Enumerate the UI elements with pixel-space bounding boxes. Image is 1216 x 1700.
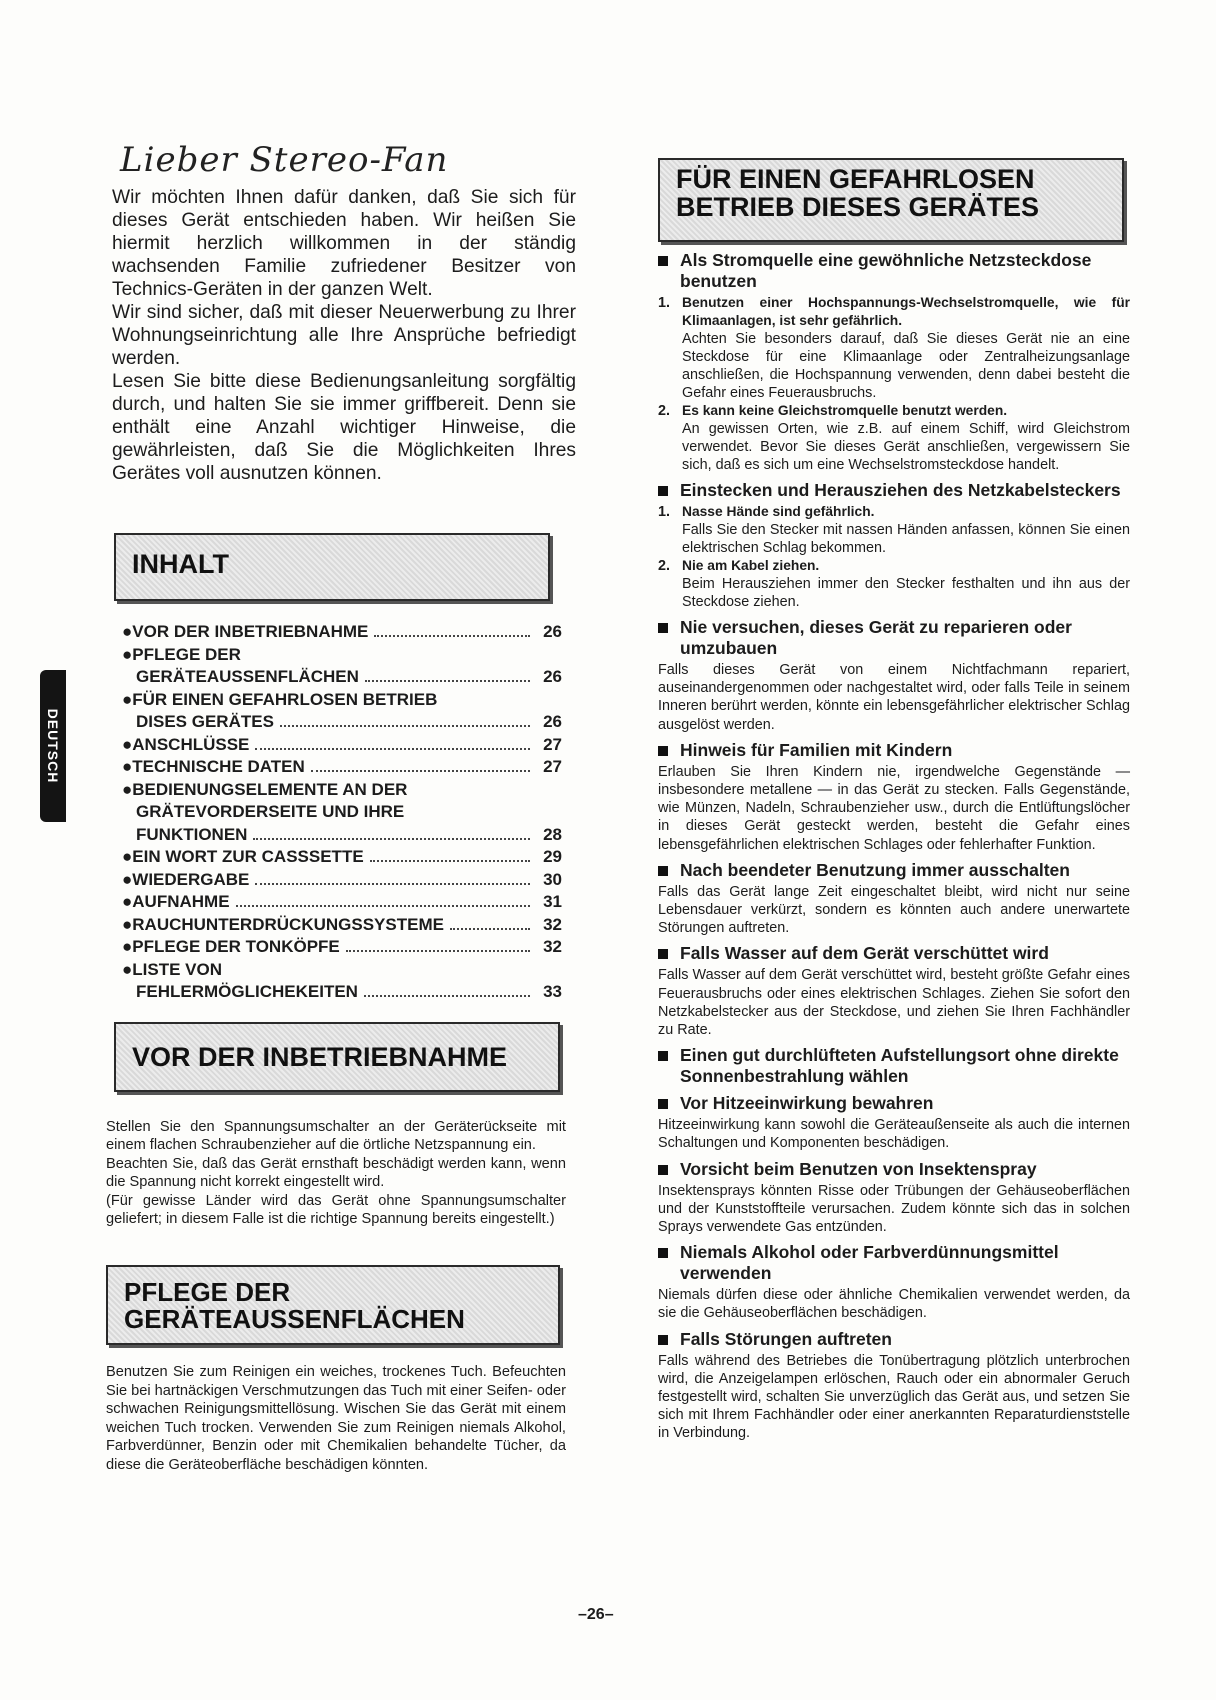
numbered-item: 1. Nasse Hände sind gefährlich. Falls Sie den Stecker mit nassen Händen anfassen, können Sie einen elektrischen Schlag bekommen.: [658, 504, 1130, 556]
inhalt-heading-box: [114, 533, 550, 601]
section-heading: Niemals Alkohol oder Farbverdünnungsmittel verwenden: [658, 1242, 1130, 1284]
toc-entry-text: ●AUFNAHME: [122, 892, 230, 911]
toc-entry-text: ●ANSCHLÜSSE: [122, 734, 250, 754]
toc-entry-text: ●PFLEGE DER: [122, 644, 241, 664]
toc-item[interactable]: [122, 621, 562, 644]
toc-page-number: 28: [543, 824, 562, 844]
section-heading: Vorsicht beim Benutzen von Insektenspray: [658, 1159, 1130, 1180]
bullet-square-icon: [658, 1329, 680, 1350]
section-heading: Nach beendeter Benutzung immer ausschalten: [658, 860, 1130, 881]
toc-page-number: 33: [543, 982, 562, 1001]
section-text: Falls dieses Gerät von einem Nichtfachmann repariert, auseinandergenommen oder nachgestaltet wird, oder falls Teile in seinem Inneren berührt werden, könnte ein lebensgefährlicher elektrischer Schlag ausgelöst werden.: [658, 662, 1130, 733]
toc-entry-text: ●TECHNISCHE DATEN: [122, 757, 305, 776]
section-text: Niemals dürfen diese oder ähnliche Chemikalien verwendet werden, da sie die Gehäuseoberflächen beschädigen.: [658, 1287, 1130, 1322]
pflege-text: Benutzen Sie zum Reinigen ein weiches, trockenes Tuch. Befeuchten Sie bei hartnäckigen Verschmutzungen das Tuch mit einer Seifen- oder schwachen Reinigungsmittellösung. Wischen Sie das Gerät mit einem weichen Tuch trocken. Verwenden Sie zum Reinigen niemals Alkohol, Farbverdünner, Benzin oder mit Chemikalien behandelte Tücher, da diese die Geräteoberfläche beschädigen könnten.: [106, 1364, 566, 1474]
toc-item[interactable]: [122, 869, 562, 892]
section-heading: Falls Wasser auf dem Gerät verschüttet wird: [658, 943, 1130, 964]
pflege-heading-box: [106, 1265, 560, 1345]
toc-entry-text: ●EIN WORT ZUR CASSSETTE: [122, 847, 364, 866]
intro-paragraph: Lesen Sie bitte diese Bedienungsanleitung sorgfältig durch, und halten Sie sie immer griffbereit. Denn sie enthält eine Anzahl wichtiger Hinweise, die gewährleisten, daß Sie die Möglichkeiten Ihres Gerätes voll ausnutzen können.: [112, 371, 576, 484]
paragraph: Stellen Sie den Spannungsumschalter an der Geräterückseite mit einem flachen Schraubenzieher auf die örtliche Netzspannung ein.: [106, 1118, 566, 1154]
toc-entry-text: ●WIEDERGABE: [122, 869, 250, 889]
bullet-square-icon: [658, 1045, 680, 1087]
toc-item[interactable]: [122, 914, 562, 937]
bullet-square-icon: [658, 480, 680, 501]
toc-page-number: 31: [543, 892, 562, 911]
numbered-item: 2. Nie am Kabel ziehen. Beim Herausziehen immer den Stecker festhalten und ihn aus der Steckdose ziehen.: [658, 558, 1130, 610]
intro-text: [112, 186, 576, 485]
section-text: Falls das Gerät lange Zeit eingeschaltet bleibt, wird nicht nur seine Lebensdauer verkürzt, sondern es könnten auch andere unerwartete Störungen auftreten.: [658, 883, 1130, 937]
toc-entry-text: ●LISTE VON: [122, 959, 222, 979]
toc-entry-text: ●BEDIENUNGSELEMENTE AN DER: [122, 779, 408, 799]
toc-item[interactable]: [122, 936, 562, 959]
pflege-title-line: GERÄTEAUSSENFLÄCHEN: [124, 1303, 465, 1334]
toc-entry-text: DISES GERÄTES: [136, 712, 274, 731]
sicherheit-title-line: BETRIEB DIESES GERÄTES: [676, 191, 1040, 222]
toc-page-number: 32: [543, 914, 562, 934]
toc-entry-text: ●RAUCHUNTERDRÜCKUNGSSYSTEME: [122, 914, 444, 934]
vor-inbetriebnahme-heading-box: [114, 1022, 560, 1092]
toc-page-number: 29: [543, 847, 562, 866]
toc-item[interactable]: [122, 756, 562, 779]
bullet-square-icon: [658, 943, 680, 964]
right-column: [658, 158, 1130, 1445]
toc-page-number: 32: [543, 937, 562, 956]
toc-item[interactable]: [122, 959, 562, 1004]
intro-paragraph: Wir sind sicher, daß mit dieser Neuerwerbung zu Ihrer Wohnungseinrichtung alle Ihre Ansprüche befriedigt werden.: [112, 302, 576, 369]
section-heading: Als Stromquelle eine gewöhnliche Netzsteckdose benutzen: [658, 250, 1130, 292]
bullet-square-icon: [658, 250, 680, 292]
section-text: Erlauben Sie Ihren Kindern nie, irgendwelche Gegenstände — insbesondere metallene — in das Gerät zu stecken. Falls Gegenstände, wie Münzen, Nadeln, Schraubenzieher usw., durch die Entlüftungslöcher in dieses Gerät gesteckt werden, besteht die Gefahr eines lebensgefährlichen elektrischen Schlages oder fehlerhafter Funktion.: [658, 763, 1130, 853]
left-column: [106, 140, 576, 1475]
paragraph: (Für gewisse Länder wird das Gerät ohne Spannungsumschalter geliefert; in diesem Falle ist die richtige Spannung bereits eingestellt.): [106, 1192, 566, 1228]
section-text: Falls Wasser auf dem Gerät verschüttet wird, besteht größte Gefahr eines Feuerausbruchs oder eines elektrischen Schlages. Ziehen Sie sofort den Netzkabelstecker aus der Steckdose, und ziehen Sie Ihren Fachhändler zu Rate.: [658, 967, 1130, 1039]
toc-entry-text: ●FÜR EINEN GEFAHRLOSEN BETRIEB: [122, 689, 438, 709]
toc-item[interactable]: [122, 891, 562, 914]
pflege-title-line: PFLEGE DER: [124, 1277, 291, 1308]
toc-entry-text: GERÄTEAUSSENFLÄCHEN: [136, 667, 359, 686]
bullet-square-icon: [658, 617, 680, 659]
bullet-square-icon: [658, 1159, 680, 1180]
bullet-square-icon: [658, 740, 680, 761]
toc-page-number: 27: [543, 757, 562, 776]
section-text: Falls während des Betriebes die Tonübertragung plötzlich unterbrochen wird, die Anzeigelampen erlöschen, Rauch oder ein abnormaler Geruch festgestellt wird, schalten Sie unverzüglich das Gerät aus, und setzen Sie sich mit Ihrem Fachhändler oder einer anerkannten Reparaturdienststelle in Verbindung.: [658, 1352, 1130, 1442]
bullet-square-icon: [658, 1093, 680, 1114]
language-tab-label: DEUTSCH: [45, 708, 61, 784]
section-text: Insektensprays könnten Risse oder Trübungen der Gehäuseoberflächen und der Kunststoffteile verursachen. Zudem könnte sich das in solchen Sprays verwendete Gas entzünden.: [658, 1182, 1130, 1236]
toc-item[interactable]: [122, 846, 562, 869]
toc-entry-text: GRÄTEVORDERSEITE UND IHRE: [136, 802, 405, 821]
section-heading: Einstecken und Herausziehen des Netzkabelsteckers: [658, 480, 1130, 501]
paragraph: Beachten Sie, daß das Gerät ernsthaft beschädigt werden kann, wenn die Spannung nicht korrekt eingestellt wird.: [106, 1155, 566, 1191]
section-heading: Hinweis für Familien mit Kindern: [658, 740, 1130, 761]
toc-page-number: 30: [543, 869, 562, 889]
inhalt-title: INHALT: [132, 549, 229, 579]
toc-item[interactable]: [122, 689, 562, 734]
toc-entry-text: FEHLERMÖGLICHEKEITEN: [136, 982, 358, 1001]
sicherheit-heading-box: [658, 158, 1124, 242]
bullet-square-icon: [658, 860, 680, 881]
toc-item[interactable]: [122, 644, 562, 689]
table-of-contents: [122, 621, 562, 1004]
section-heading: Falls Störungen auftreten: [658, 1329, 1130, 1350]
toc-entry-text: ●VOR DER INBETRIEBNAHME: [122, 622, 369, 641]
toc-page-number: 27: [543, 734, 562, 754]
vor-inbetriebnahme-title: VOR DER INBETRIEBNAHME: [132, 1041, 508, 1072]
section-text: Hitzeeinwirkung kann sowohl die Geräteaußenseite als auch die internen Schaltungen und Komponenten beschädigen.: [658, 1117, 1130, 1152]
greeting-title: Lieber Stereo-Fan: [120, 140, 449, 180]
bullet-square-icon: [658, 1242, 680, 1284]
sicherheit-title-line: FÜR EINEN GEFAHRLOSEN: [676, 164, 1035, 194]
vor-inbetriebnahme-text: [106, 1118, 566, 1230]
section-heading: Einen gut durchlüfteten Aufstellungsort ohne direkte Sonnenbestrahlung wählen: [658, 1045, 1130, 1087]
toc-page-number: 26: [543, 667, 562, 686]
toc-entry-text: ●PFLEGE DER TONKÖPFE: [122, 937, 340, 956]
toc-item[interactable]: [122, 779, 562, 847]
toc-entry-text: FUNKTIONEN: [136, 824, 248, 844]
section-heading: Nie versuchen, dieses Gerät zu reparieren oder umzubauen: [658, 617, 1130, 659]
toc-page-number: 26: [543, 622, 562, 641]
page-number: –26–: [578, 1606, 614, 1623]
numbered-item: 2. Es kann keine Gleichstromquelle benutzt werden. An gewissen Orten, wie z.B. auf einem Schiff, wird Gleichstrom verwendet. Bevor Sie dieses Gerät anschließen, vergewissern Sie sich, daß es sich um eine Wechselstromsteckdose handelt.: [658, 403, 1130, 473]
numbered-item: 1. Benutzen einer Hochspannungs-Wechselstromquelle, wie für Klimaanlagen, ist sehr gefährlich. Achten Sie besonders darauf, daß Sie dieses Gerät nie an eine Steckdose für eine Klimaanlage oder Zentralheizungsanlage anschließen, die Hochspannung verwenden, denn dabei besteht die Gefahr eines Feuerausbruchs.: [658, 295, 1130, 401]
intro-paragraph: Wir möchten Ihnen dafür danken, daß Sie sich für dieses Gerät entschieden haben. Wir heißen Sie hiermit herzlich willkommen in der ständig wachsenden Familie zufriedener Besitzer von Technics-Geräten in der ganzen Welt.: [112, 187, 576, 300]
section-heading: Vor Hitzeeinwirkung bewahren: [658, 1093, 1130, 1114]
toc-item[interactable]: [122, 734, 562, 757]
language-tab: [40, 670, 66, 822]
toc-page-number: 26: [543, 712, 562, 731]
